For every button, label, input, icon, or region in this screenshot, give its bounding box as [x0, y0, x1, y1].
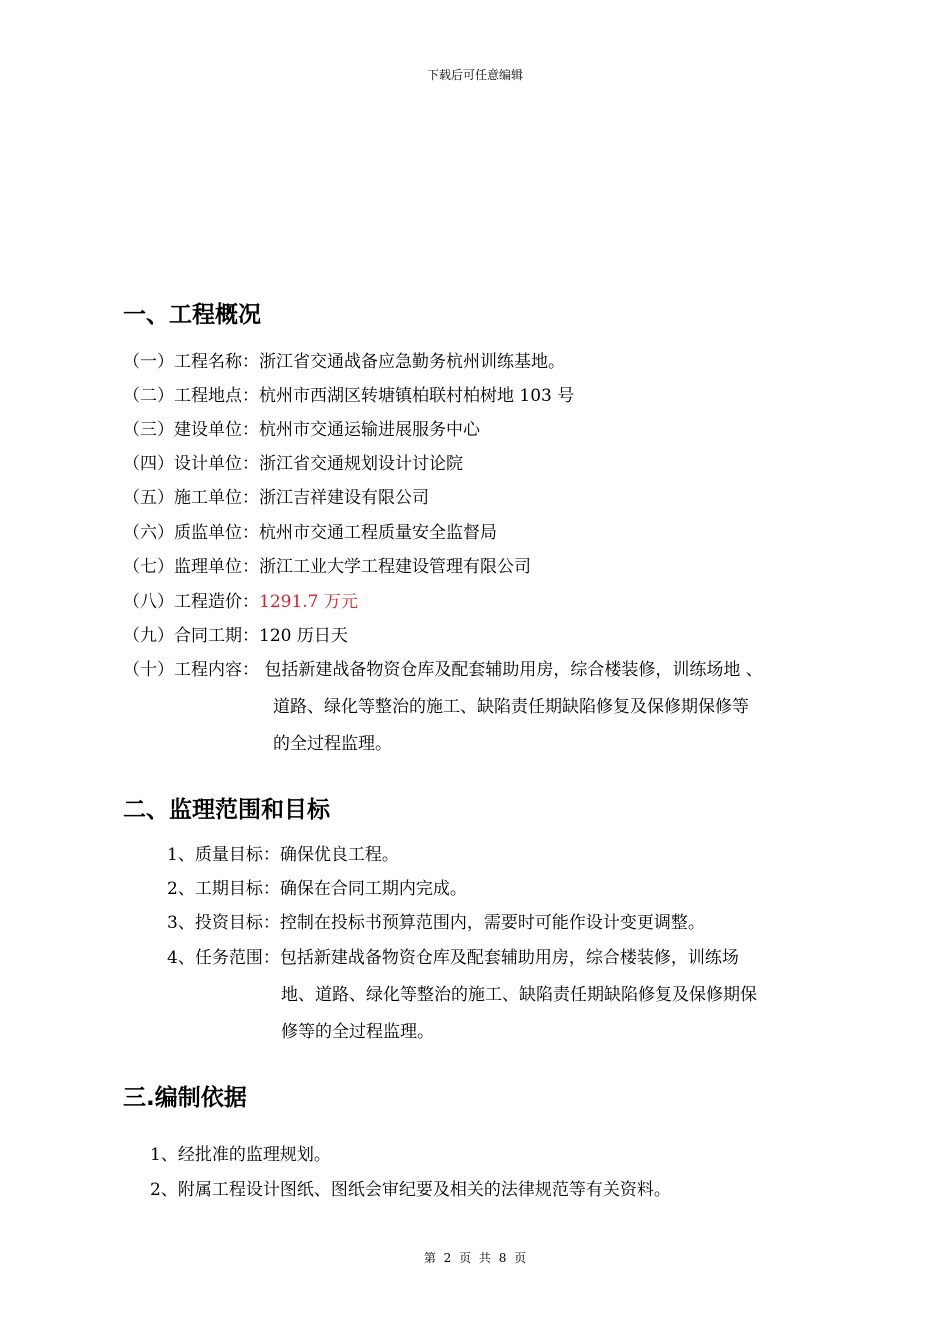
overview-item: [123, 486, 429, 510]
basis-item: 1、经批准的监理规划。: [150, 1145, 331, 1165]
section-2-title: 二、监理范围和目标: [123, 797, 330, 823]
item-label: （八）工程造价：: [123, 592, 259, 612]
overview-item: [123, 521, 497, 545]
item-value: 120 历日天: [259, 626, 348, 646]
scope-item: 2、工期目标：确保在合同工期内完成。: [167, 879, 467, 899]
item-label: （四）设计单位：: [123, 454, 259, 474]
item-label: （六）质监单位：: [123, 523, 259, 543]
page-header: 下载后可任意编辑: [426, 68, 523, 82]
scope-continuation: 地、道路、绿化等整治的施工、缺陷责任期缺陷修复及保修期保: [281, 985, 757, 1005]
item-label: （二）工程地点：: [123, 386, 259, 406]
item-label: （三）建设单位：: [123, 420, 259, 440]
basis-item: 2、附属工程设计图纸、图纸会审纪要及相关的法律规范等有关资料。: [150, 1180, 671, 1200]
item-value: 浙江省交通战备应急勤务杭州训练基地。: [259, 352, 565, 372]
scope-continuation: 修等的全过程监理。: [281, 1022, 434, 1042]
item-value: 浙江工业大学工程建设管理有限公司: [259, 557, 531, 577]
item-label: （七）监理单位：: [123, 557, 259, 577]
overview-item: [123, 555, 531, 579]
cost-value: 1291.7 万元: [259, 592, 358, 612]
overview-item: [123, 418, 480, 442]
item-value: 杭州市交通工程质量安全监督局: [259, 523, 497, 543]
overview-item: [123, 350, 565, 374]
overview-item: [123, 658, 763, 682]
item-label: （五）施工单位：: [123, 488, 259, 508]
content-continuation: 道路、绿化等整治的施工、缺陷责任期缺陷修复及保修期保修等: [273, 697, 749, 717]
item-label: （十）工程内容：: [123, 660, 259, 680]
item-label: （九）合同工期：: [123, 626, 259, 646]
overview-item: [123, 452, 463, 476]
section-1-title: 一、工程概况: [123, 302, 261, 328]
overview-item: [123, 590, 358, 614]
item-value: 浙江省交通规划设计讨论院: [259, 454, 463, 474]
content-continuation: 的全过程监理。: [273, 734, 392, 754]
scope-item: 3、投资目标：控制在投标书预算范围内，需要时可能作设计变更调整。: [167, 913, 705, 933]
item-value: 杭州市交通运输进展服务中心: [259, 420, 480, 440]
page-footer: 第 2 页 共 8 页: [423, 1251, 527, 1265]
section-3-title: 三.编制依据: [123, 1085, 247, 1111]
item-label: （一）工程名称：: [123, 352, 259, 372]
overview-item: [123, 624, 348, 648]
item-value: 浙江吉祥建设有限公司: [259, 488, 429, 508]
scope-item: 1、质量目标：确保优良工程。: [167, 845, 399, 865]
overview-item: [123, 384, 574, 408]
scope-item: 4、任务范围：包括新建战备物资仓库及配套辅助用房，综合楼装修，训练场: [167, 948, 739, 968]
item-value: 包括新建战备物资仓库及配套辅助用房，综合楼装修，训练场地 、: [259, 660, 763, 680]
item-value: 杭州市西湖区转塘镇柏联村柏树地 103 号: [259, 386, 575, 406]
